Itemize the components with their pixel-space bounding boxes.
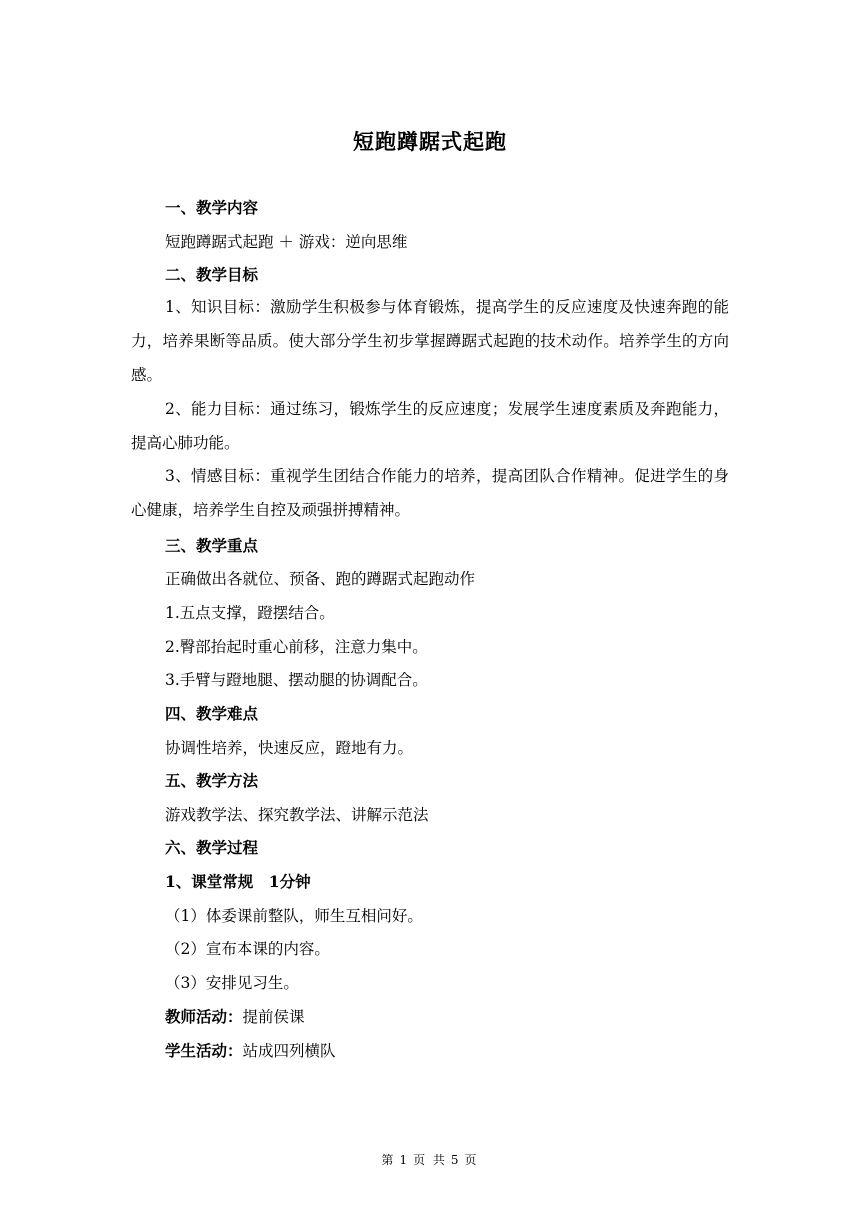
page-footer — [0, 1151, 860, 1168]
document-title: 短跑蹲踞式起跑 — [353, 129, 507, 154]
key-points-intro: 正确做出各就位、预备、跑的蹲踞式起跑动作 — [165, 570, 476, 588]
process-item: （1）体委课前整队，师生互相问好。 — [165, 907, 423, 925]
section-heading-difficulties: 四、教学难点 — [165, 704, 259, 723]
process-subheading: 1、课堂常规 1分钟 — [165, 872, 311, 891]
objective-emotion: 3、情感目标：重视学生团结合作能力的培养，提高团队合作精神。促进学生的身心健康，培养学生自控及顽强拼搏精神。 — [131, 467, 729, 519]
section-text-difficulties: 协调性培养，快速反应，蹬地有力。 — [165, 739, 414, 757]
key-point-item: 1.五点支撑，蹬摆结合。 — [165, 604, 335, 622]
key-point-item: 2.臀部抬起时重心前移，注意力集中。 — [165, 638, 428, 656]
footer-mid: 页 共 — [413, 1153, 447, 1167]
footer-prefix: 第 — [381, 1153, 396, 1167]
student-activity — [165, 1039, 336, 1061]
section-heading-content: 一、教学内容 — [165, 198, 259, 217]
objective-ability: 2、能力目标：通过练习，锻炼学生的反应速度；发展学生速度素质及奔跑能力，提高心肺功能。 — [131, 400, 729, 452]
section-heading-process: 六、教学过程 — [165, 838, 259, 857]
section-text-content: 短跑蹲踞式起跑 ＋ 游戏：逆向思维 — [165, 233, 408, 251]
teacher-activity-text: 提前侯课 — [242, 1008, 305, 1026]
section-heading-methods: 五、教学方法 — [165, 771, 259, 790]
key-point-item: 3.手臂与蹬地腿、摆动腿的协调配合。 — [165, 671, 428, 689]
section-heading-key-points: 三、教学重点 — [165, 536, 259, 555]
footer-suffix: 页 — [464, 1153, 479, 1167]
student-activity-label: 学生活动： — [165, 1041, 243, 1060]
section-text-methods: 游戏教学法、探究教学法、讲解示范法 — [165, 806, 429, 824]
footer-total-pages: 5 — [450, 1153, 461, 1167]
teacher-activity-label: 教师活动： — [165, 1007, 243, 1026]
process-item: （3）安排见习生。 — [165, 974, 299, 992]
footer-page-number: 1 — [399, 1153, 410, 1167]
student-activity-text: 站成四列横队 — [242, 1042, 336, 1060]
teacher-activity — [165, 1005, 305, 1027]
section-heading-objectives: 二、教学目标 — [165, 265, 259, 284]
process-item: （2）宣布本课的内容。 — [165, 940, 330, 958]
objective-knowledge: 1、知识目标：激励学生积极参与体育锻炼，提高学生的反应速度及快速奔跑的能力，培养果断等品质。使大部分学生初步掌握蹲踞式起跑的技术动作。培养学生的方向感。 — [131, 298, 729, 384]
